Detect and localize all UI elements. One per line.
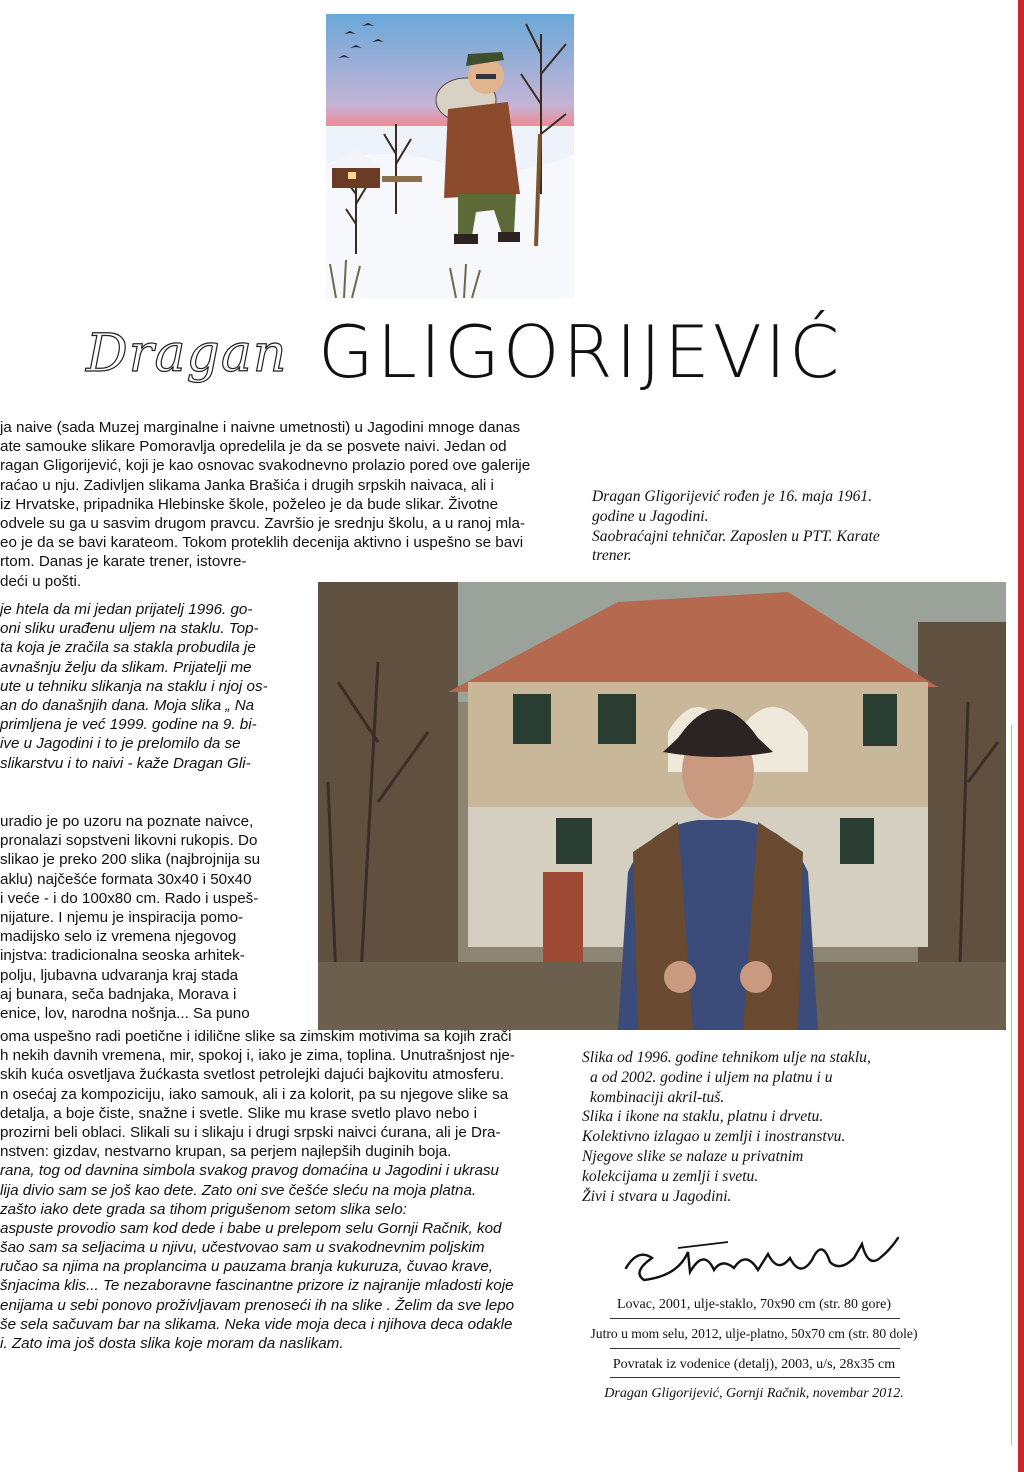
text-line: polju, ljubavna udvaranja kraj stada: [0, 966, 239, 984]
summary-line: Slika od 1996. godine tehnikom ulje na staklu,: [582, 1049, 871, 1066]
text-line: aspuste provodio sam kod dede i babe u prelepom selu Gornji Račnik, kod: [0, 1219, 502, 1237]
text-line: ive u Jagodini i to je prelomilo da se: [0, 735, 241, 753]
article-body-bottom: [0, 1027, 566, 1353]
text-line: odvele su ga u sasvim drugom pravcu. Završio je srednju školu, a u ranoj mla-: [0, 514, 526, 532]
text-line: i. Zato ima još dosta slika koje moram da naslikam.: [0, 1335, 344, 1352]
text-line: ta koja je zračila sa stakla probudila je: [0, 639, 256, 657]
text-line: h nekih davnih vremena, mir, spokoj i, iako je zima, toplina. Unutrašnjost nje-: [0, 1047, 515, 1065]
bio-line: Saobraćajni tehničar. Zaposlen u PTT. Karate: [592, 527, 880, 545]
text-line: šao sam sa seljacima u njivu, učestvovao sam u svakodnevnim poljskim: [0, 1239, 485, 1257]
caption-povratak: Povratak iz vodenice (detalj), 2003, u/s, 28x35 cm: [612, 1357, 896, 1372]
text-line: zašto iako dete grada sa tihom prigušenom setom slika selo:: [0, 1200, 407, 1218]
text-line: lija divio sam se još kao dete. Zato oni sve češće sleću na moja platna.: [0, 1181, 477, 1199]
summary-line: kolekcijama u zemlji i svetu.: [582, 1167, 759, 1185]
text-line: skih kuća osvetljava žućkasta svetlost petrolejki dajući bajkovitu atmosferu.: [0, 1066, 504, 1084]
caption-lovac: Lovac, 2001, ulje-staklo, 70x90 cm (str. 80 gore): [616, 1297, 892, 1312]
text-line: iz Hrvatske, pripadnika Hlebinske škole, poželeo je da bude slikar. Životne: [0, 495, 499, 513]
text-line: i veće - i do 100x80 cm. Rado i uspeš-: [0, 889, 259, 907]
text-line: nijature. I njemu je inspiracija pomo-: [0, 908, 244, 926]
text-line: slikarstvu i to naivi - kaže Dragan Gli-: [0, 754, 251, 772]
article-body-left: [0, 812, 312, 1023]
text-line: nstven: gizdav, nestvarno krupan, sa perjem najlepših duginih boja.: [0, 1143, 452, 1161]
text-line: primljena je već 1999. godine na 9. bi-: [0, 716, 257, 734]
caption-divider: [610, 1377, 900, 1378]
text-line: oni sliku urađenu uljem na staklu. Top-: [0, 620, 259, 638]
text-line: raćao u nju. Zadivljen slikama Janka Brašića i drugih srpskih naivaca, ali i: [0, 476, 494, 494]
caption-divider: [610, 1348, 900, 1349]
text-line: detalja, a boje čiste, snažne i svetle. Slike mu krase svetlo plavo nebo i: [0, 1104, 477, 1122]
text-line: prozirni beli oblaci. Slikali su i slikaju i drugi srpski naivci ćurana, ali je Dra-: [0, 1123, 501, 1141]
painting-hunter: [326, 14, 574, 298]
caption-divider: [610, 1318, 900, 1319]
signature: [618, 1228, 904, 1288]
text-line: ute u tehniku slikanja na staklu i njoj os-: [0, 677, 268, 695]
text-line: aj bunara, seča badnjaka, Morava i: [0, 985, 237, 1003]
article-quote: [0, 600, 312, 773]
summary-note: [582, 1048, 912, 1206]
text-line: ručao sa njima na proplancima u pauzama branja kukuruza, čuvao krave,: [0, 1258, 494, 1276]
caption-jutro: Jutro u mom selu, 2012, ulje-platno, 50x70 cm (str. 80 dole): [590, 1326, 918, 1341]
text-line: pronalazi sopstveni likovni rukopis. Do: [0, 832, 258, 850]
summary-line: Kolektivno izlagao u zemlji i inostranstvu.: [582, 1128, 846, 1146]
article-intro: [0, 418, 572, 591]
text-line: oma uspešno radi poetične i idilične slike sa zimskim motivima sa kojih zrači: [0, 1028, 512, 1045]
text-line: injstva: tradicionalna seoska arhitek-: [0, 947, 245, 965]
text-line: ja naive (sada Muzej marginalne i naivne umetnosti) u Jagodini mnoge danas: [0, 419, 521, 436]
summary-line: a od 2002. godine i uljem na platnu i u: [590, 1068, 833, 1086]
text-line: ate samouke slikare Pomoravlja opredelila je da se posvete naivi. Jedan od: [0, 438, 507, 456]
bio-line: trener.: [592, 547, 632, 565]
text-line: šnjacima klis... Te nezaboravne fascinantne prizore iz najranije mladosti koje: [0, 1277, 514, 1295]
bio-note: [592, 487, 932, 566]
text-line: avnašnju želju da slikam. Prijatelji me: [0, 658, 252, 676]
photo-place-date: Dragan Gligorijević, Gornji Račnik, novembar 2012.: [604, 1386, 904, 1401]
text-line: deći u pošti.: [0, 572, 82, 590]
page-edge-line: [1011, 725, 1012, 1445]
text-line: slikao je preko 200 slika (najbrojnija su: [0, 851, 261, 869]
text-line: enijama u sebi ponovo proživljavam prenoseći ih na slike . Želim da sve lepo: [0, 1296, 515, 1314]
portrait-photo: [318, 582, 1006, 1030]
bio-line: Dragan Gligorijević rođen je 16. maja 1961.: [592, 488, 873, 505]
text-line: ragan Gligorijević, koji je kao osnovac svakodnevno prolazio pored ove galerije: [0, 457, 531, 475]
text-line: je htela da mi jedan prijatelj 1996. go-: [0, 601, 253, 618]
text-line: aklu) najčešće formata 30x40 i 50x40: [0, 870, 252, 888]
summary-line: Slika i ikone na staklu, platnu i drvetu.: [582, 1108, 824, 1126]
text-line: uradio je po uzoru na poznate naivce,: [0, 813, 254, 830]
summary-line: Njegove slike se nalaze u privatnim: [582, 1147, 804, 1165]
bio-line: godine u Jagodini.: [592, 507, 709, 525]
page-edge-accent: [1018, 0, 1024, 1472]
text-line: rtom. Danas je karate trener, istovre-: [0, 553, 247, 571]
text-line: an do današnjih dana. Moja slika „ Na: [0, 696, 255, 714]
summary-line: kombinaciji akril-tuš.: [590, 1088, 725, 1106]
title-first-name: Dragan: [86, 324, 288, 384]
text-line: madijsko selo iz vremena njegovog: [0, 928, 237, 946]
text-line: n osećaj za kompoziciju, iako samouk, ali i za kolorit, pa su njegove slike sa: [0, 1085, 509, 1103]
text-line: enice, lov, narodna nošnja... Sa puno: [0, 1004, 250, 1022]
text-line: še sela sačuvam bar na slikama. Neka vide moja deca i njihova deca odakle: [0, 1315, 513, 1333]
text-line: eo je da se bavi karateom. Tokom proteklih decenija aktivno i uspešno se bavi: [0, 534, 524, 552]
title-last-name: GLIGORIJEVIĆ: [318, 310, 843, 394]
text-line: rana, tog od davnina simbola svakog pravog domaćina u Jagodini i ukrasu: [0, 1162, 499, 1180]
summary-line: Živi i stvara u Jagodini.: [582, 1187, 732, 1205]
